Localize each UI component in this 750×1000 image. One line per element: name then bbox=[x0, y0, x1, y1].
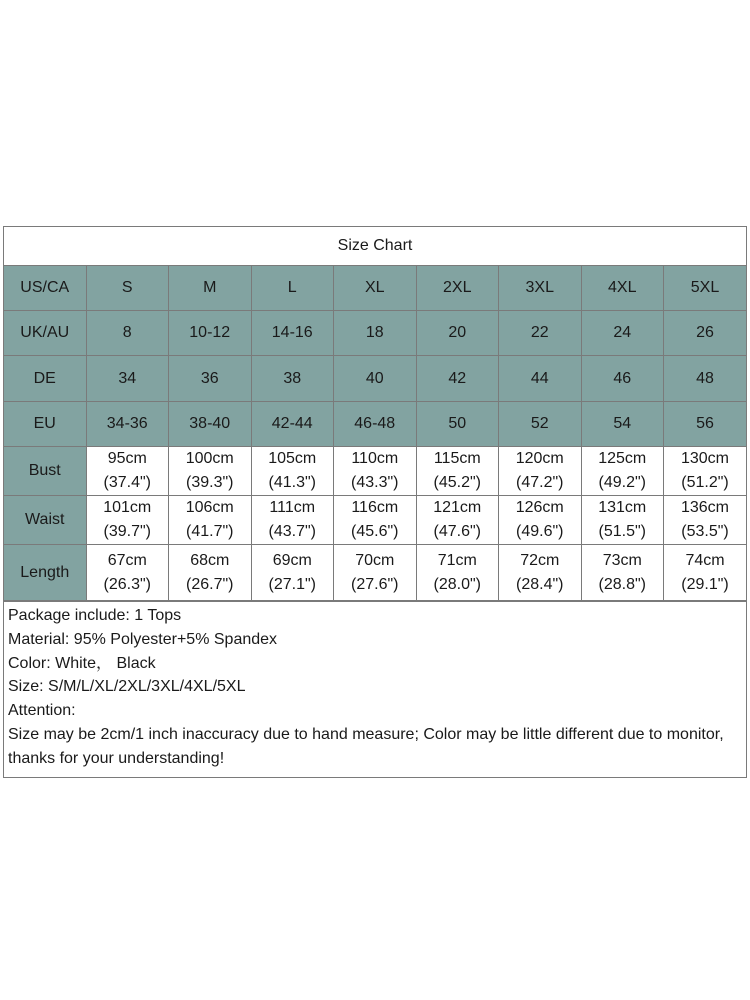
table-cell: 5XL bbox=[664, 266, 747, 311]
table-cell: 38 bbox=[251, 356, 334, 402]
inch-value: (51.5") bbox=[598, 523, 646, 540]
inch-value: (47.6") bbox=[433, 523, 481, 540]
table-cell: XL bbox=[334, 266, 417, 311]
table-cell bbox=[581, 496, 664, 545]
table-cell: 4XL bbox=[581, 266, 664, 311]
table-row bbox=[4, 266, 746, 311]
table-cell: M bbox=[169, 266, 252, 311]
inch-value: (47.2") bbox=[516, 474, 564, 491]
table-cell: 20 bbox=[416, 311, 499, 356]
table-cell: 46-48 bbox=[334, 402, 417, 447]
cm-value: 67cm bbox=[107, 551, 147, 569]
table-cell bbox=[581, 545, 664, 601]
table-row bbox=[4, 447, 746, 496]
inch-value: (43.7") bbox=[268, 523, 316, 540]
table-cell bbox=[499, 496, 582, 545]
table-cell: 50 bbox=[416, 402, 499, 447]
table-cell: 10-12 bbox=[169, 311, 252, 356]
package-note: Package include: 1 Tops bbox=[8, 607, 182, 624]
table-cell bbox=[334, 496, 417, 545]
inch-value: (27.1") bbox=[268, 575, 316, 593]
cm-value: 126cm bbox=[515, 499, 564, 516]
row-label-bust: Bust bbox=[4, 447, 86, 496]
inch-value: (26.7") bbox=[186, 575, 234, 593]
cm-value: 110cm bbox=[351, 450, 399, 467]
cm-value: 69cm bbox=[272, 551, 312, 569]
table-cell: 54 bbox=[581, 402, 664, 447]
table-cell bbox=[169, 496, 252, 545]
table-cell: 26 bbox=[664, 311, 747, 356]
table-cell bbox=[86, 447, 169, 496]
size-note: Size: S/M/L/XL/2XL/3XL/4XL/5XL bbox=[8, 678, 246, 696]
inch-value: (49.2") bbox=[598, 474, 646, 491]
cm-value: 105cm bbox=[268, 450, 317, 467]
table-cell bbox=[334, 447, 417, 496]
row-label-uk-au: UK/AU bbox=[4, 311, 86, 356]
inch-value: (26.3") bbox=[103, 575, 151, 593]
cm-value: 71cm bbox=[437, 551, 477, 569]
cm-value: 130cm bbox=[680, 450, 730, 467]
attention-heading: Attention: bbox=[8, 702, 76, 720]
table-cell: 3XL bbox=[499, 266, 582, 311]
inch-value: (39.3") bbox=[186, 474, 234, 491]
table-cell: 40 bbox=[334, 356, 417, 402]
table-cell: 48 bbox=[664, 356, 747, 402]
table-cell: 38-40 bbox=[169, 402, 252, 447]
table-cell: L bbox=[251, 266, 334, 311]
inch-value: (28.4") bbox=[516, 575, 564, 593]
inch-value: (28.8") bbox=[598, 575, 646, 593]
table-cell: 2XL bbox=[416, 266, 499, 311]
inch-value: (41.3") bbox=[268, 474, 316, 491]
inch-value: (45.6") bbox=[351, 523, 399, 540]
table-cell bbox=[169, 447, 252, 496]
table-cell: 34 bbox=[86, 356, 169, 402]
table-cell bbox=[251, 545, 334, 601]
inch-value: (37.4") bbox=[103, 474, 151, 491]
table-cell bbox=[664, 447, 747, 496]
table-cell: 52 bbox=[499, 402, 582, 447]
table-row bbox=[4, 545, 746, 601]
inch-value: (43.3") bbox=[351, 474, 399, 491]
product-notes bbox=[4, 601, 746, 777]
table-cell: 46 bbox=[581, 356, 664, 402]
table-cell: 42 bbox=[416, 356, 499, 402]
table-cell: 42-44 bbox=[251, 402, 334, 447]
cm-value: 72cm bbox=[520, 551, 560, 569]
cm-value: 111cm bbox=[269, 499, 316, 516]
cm-value: 73cm bbox=[602, 551, 642, 569]
table-cell bbox=[581, 447, 664, 496]
inch-value: (27.6") bbox=[351, 575, 399, 593]
material-note: Material: 95% Polyester+5% Spandex bbox=[8, 630, 278, 648]
cm-value: 68cm bbox=[190, 551, 230, 569]
cm-value: 131cm bbox=[598, 499, 647, 516]
cm-value: 120cm bbox=[515, 450, 564, 467]
cm-value: 74cm bbox=[685, 551, 725, 569]
table-row bbox=[4, 311, 746, 356]
row-label-eu: EU bbox=[4, 402, 86, 447]
row-label-waist: Waist bbox=[4, 496, 86, 545]
cm-value: 106cm bbox=[185, 499, 234, 516]
table-cell: 24 bbox=[581, 311, 664, 356]
table-row bbox=[4, 356, 746, 402]
table-cell: 14-16 bbox=[251, 311, 334, 356]
inch-value: (39.7") bbox=[103, 523, 151, 540]
table-cell: 44 bbox=[499, 356, 582, 402]
inch-value: (41.7") bbox=[186, 523, 234, 540]
cm-value: 136cm bbox=[680, 499, 730, 516]
table-cell bbox=[251, 496, 334, 545]
table-cell: 18 bbox=[334, 311, 417, 356]
table-row bbox=[4, 496, 746, 545]
table-cell bbox=[86, 545, 169, 601]
attention-note: Size may be 2cm/1 inch inaccuracy due to hand measure; Color may be little different due to monitor, thanks for your understanding! bbox=[8, 725, 724, 767]
inch-value: (51.2") bbox=[681, 474, 729, 491]
table-cell: 8 bbox=[86, 311, 169, 356]
inch-value: (49.6") bbox=[516, 523, 564, 540]
size-chart bbox=[3, 226, 747, 778]
cm-value: 116cm bbox=[351, 499, 399, 516]
table-cell bbox=[251, 447, 334, 496]
table-row bbox=[4, 402, 746, 447]
table-cell: 22 bbox=[499, 311, 582, 356]
table-cell bbox=[86, 496, 169, 545]
table-cell bbox=[416, 447, 499, 496]
table-cell bbox=[664, 545, 747, 601]
inch-value: (28.0") bbox=[433, 575, 481, 593]
table-cell bbox=[499, 447, 582, 496]
table-cell bbox=[416, 496, 499, 545]
cm-value: 95cm bbox=[107, 450, 147, 467]
table-cell bbox=[499, 545, 582, 601]
table-cell: S bbox=[86, 266, 169, 311]
table-cell bbox=[664, 496, 747, 545]
color-note: Color: White， Black bbox=[8, 654, 156, 672]
size-table bbox=[4, 266, 746, 601]
table-cell bbox=[334, 545, 417, 601]
row-label-length: Length bbox=[4, 545, 86, 601]
cm-value: 100cm bbox=[185, 450, 234, 467]
row-label-de: DE bbox=[4, 356, 86, 402]
inch-value: (53.5") bbox=[681, 523, 729, 540]
cm-value: 121cm bbox=[433, 499, 482, 516]
chart-title: Size Chart bbox=[4, 227, 746, 266]
cm-value: 115cm bbox=[433, 450, 481, 467]
inch-value: (29.1") bbox=[681, 575, 729, 593]
table-cell: 36 bbox=[169, 356, 252, 402]
cm-value: 70cm bbox=[355, 551, 395, 569]
table-cell bbox=[169, 545, 252, 601]
table-cell: 56 bbox=[664, 402, 747, 447]
inch-value: (45.2") bbox=[433, 474, 481, 491]
table-cell bbox=[416, 545, 499, 601]
table-cell: 34-36 bbox=[86, 402, 169, 447]
cm-value: 101cm bbox=[103, 499, 152, 516]
cm-value: 125cm bbox=[598, 450, 647, 467]
row-label-us-ca: US/CA bbox=[4, 266, 86, 311]
